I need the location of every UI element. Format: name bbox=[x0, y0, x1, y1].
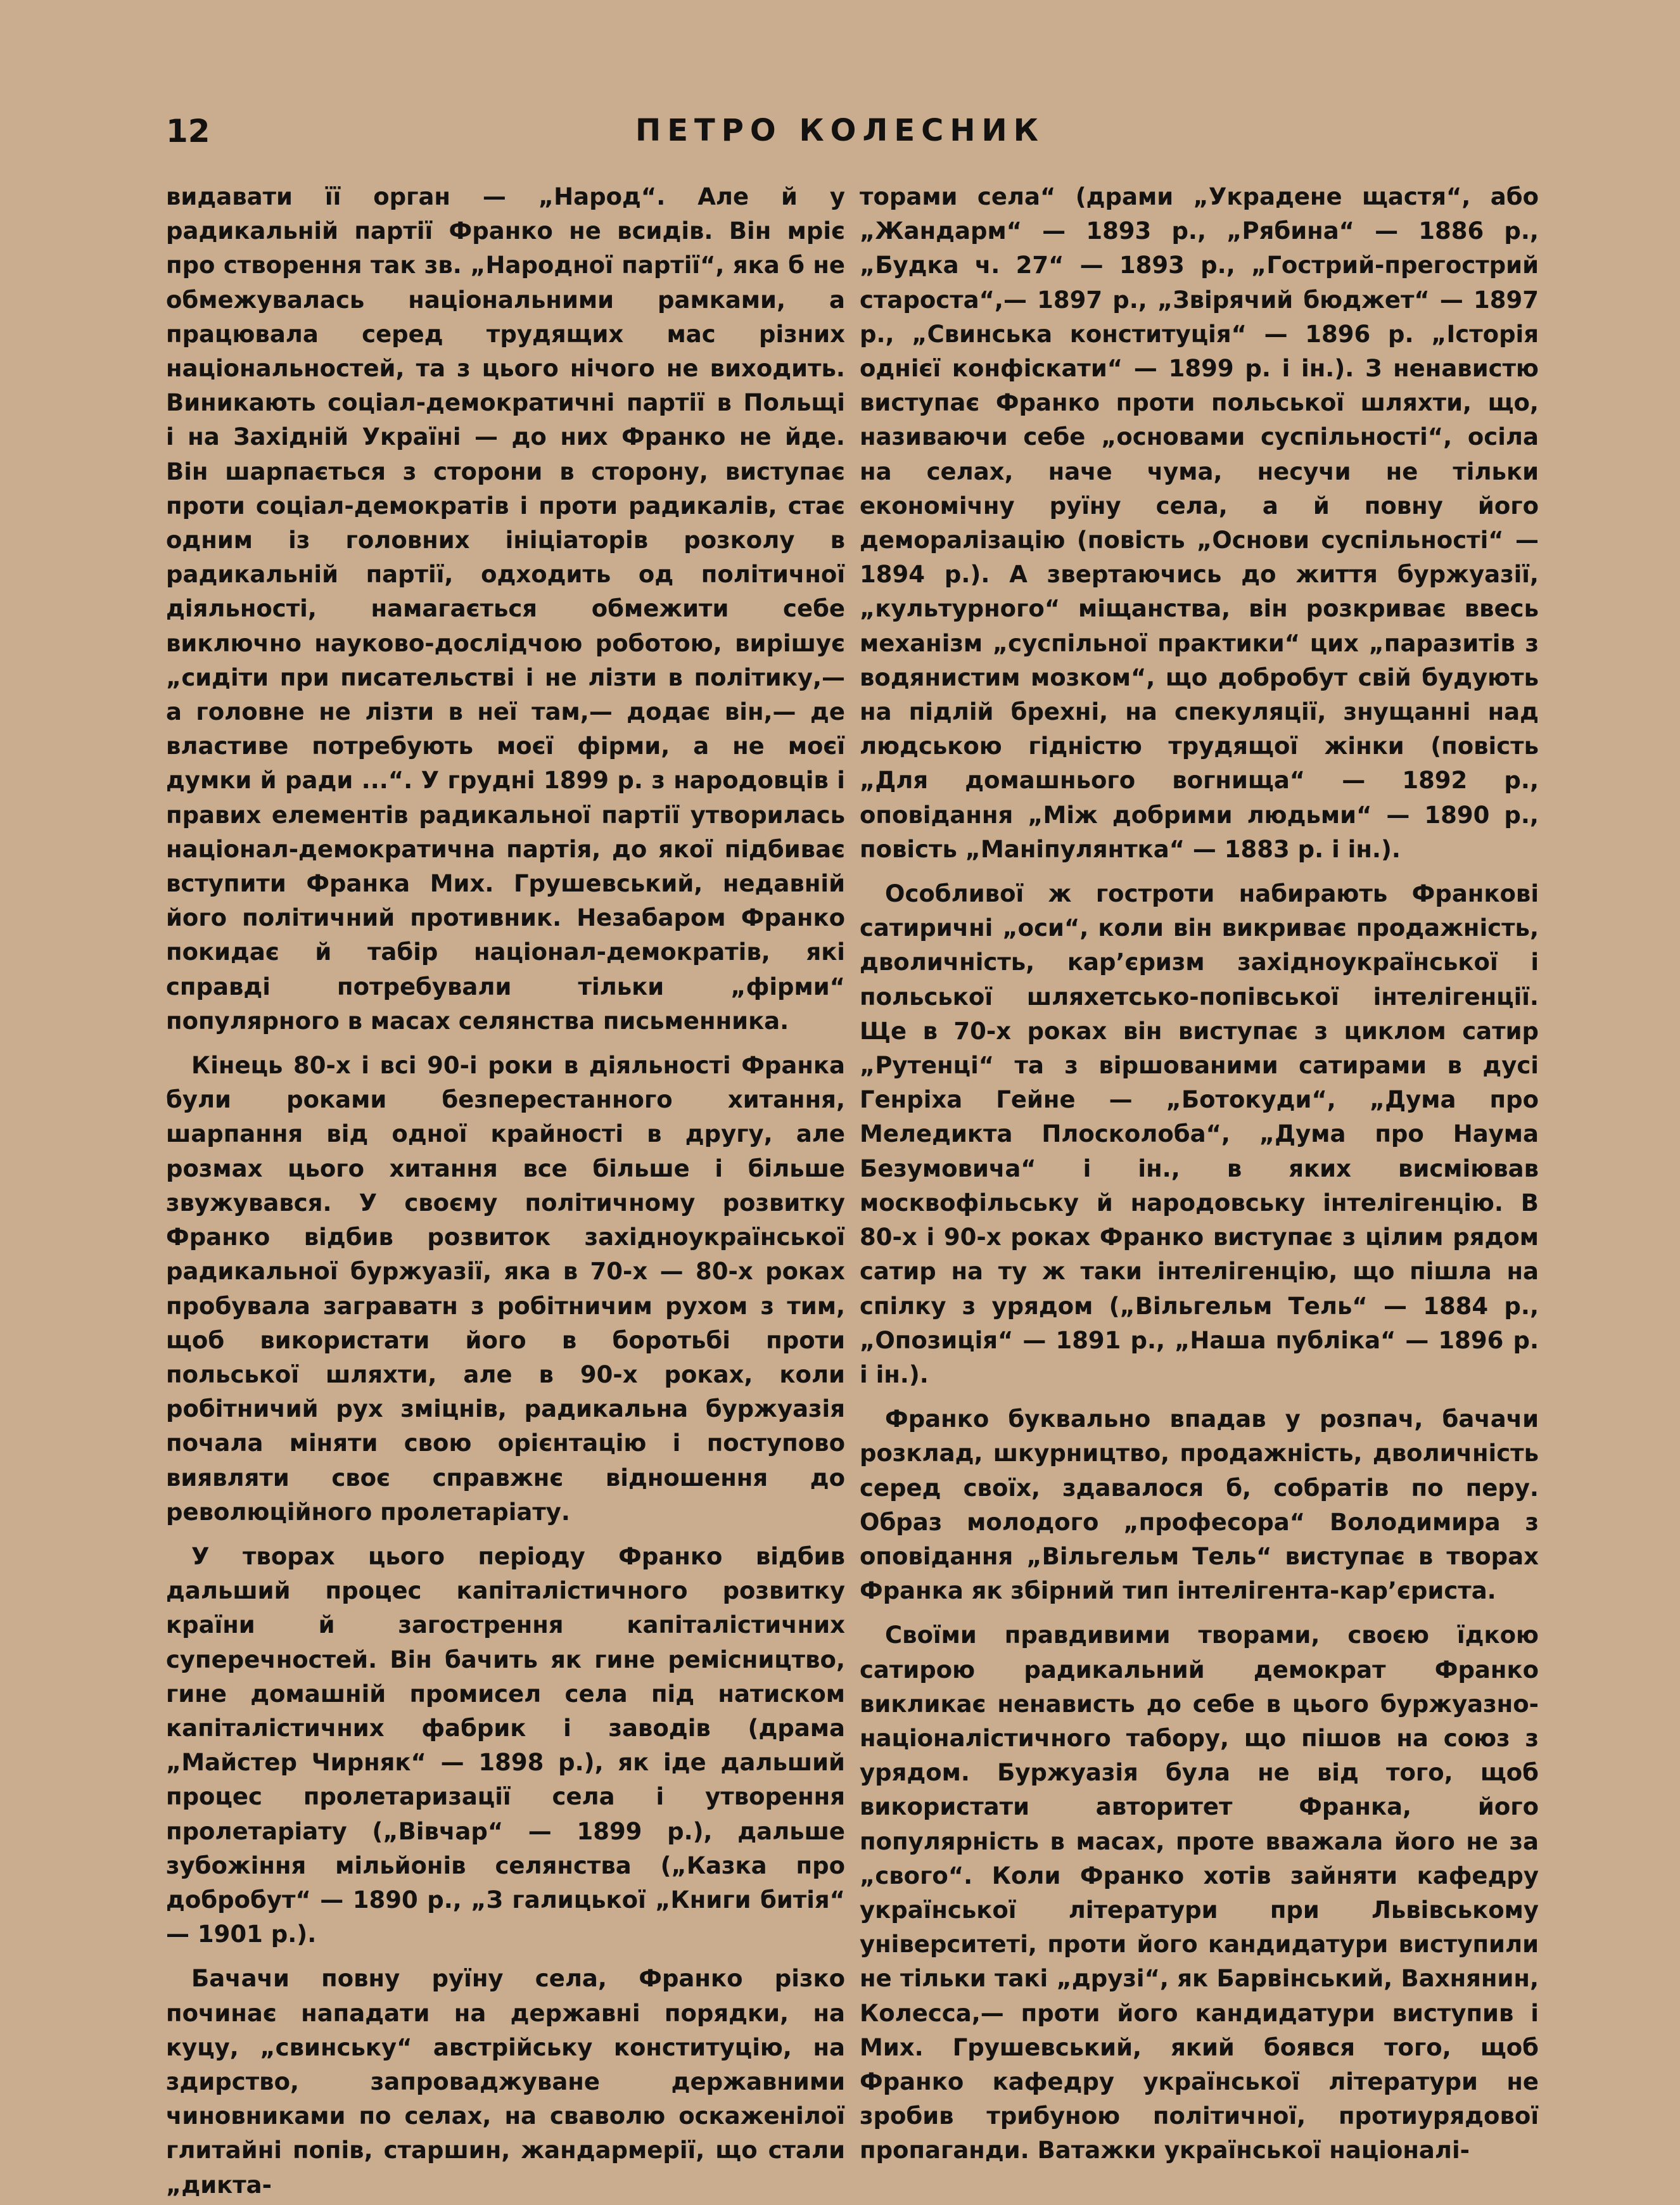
right-column bbox=[860, 180, 1539, 2164]
running-title: ПЕТРО КОЛЕСНИК bbox=[635, 113, 1045, 148]
paragraph: видавати її орган — „Народ“. Але й у радикальній партії Франко не всидів. Він мріє про створення так зв. „Народної партії“, яка б не обмежувалась національними рамками, а працювала серед трудящих мас різних національностей, та з цього нічого не виходить. Виникають соціал-демократичні партії в Польщі і на Західній Україні — до них Франко не йде. Він шарпається з сторони в сторону, виступає проти соціал-демократів і проти радикалів, стає одним із головних ініціаторів розколу в радикальній партії, одходить од політичної діяльності, намагається обмежити себе виключно науково-дослідчою роботою, вирішує „сидіти при писательстві і не лізти в політику,— а головне не лізти в неї там,— додає він,— де властиве потребують моєї фірми, а не моєї думки й ради ...“. У грудні 1899 р. з народовців і правих елементів радикальної партії утворилась націонал-демократична партія, до якої підбиває вступити Франка Мих. Грушевський, недавній його політичний противник. Незабаром Франко покидає й табір націонал-демократів, які справді потребували тільки „фірми“ популярного в масах селянства письменника. bbox=[166, 183, 845, 1035]
paragraph: У творах цього періоду Франко відбив дальший процес капіталістичного розвитку країни й загострення капіталістичних суперечностей. Він бачить як гине ремісництво, гине домашній промисел села під натиском капіталістичних фабрик і заводів (драма „Майстер Чирняк“ — 1898 р.), як іде дальший процес пролетаризації села і утворення пролетаріату („Вівчар“ — 1899 р.), дальше зубожіння мільйонів селянства („Казка про добробут“ — 1890 р., „З галицької „Книги битія“ — 1901 р.). bbox=[166, 1542, 845, 1948]
paragraph: Особливої ж гостроти набирають Франкові сатиричні „оси“, коли він викриває продажність, дволичність, кар’єризм західноукраїнської і польської шляхетсько-попівської інтелігенції. Ще в 70-х роках він виступає з циклом сатир „Рутенці“ та з віршованими сатирами в дусі Генріха Гейне — „Ботокуди“, „Дума про Меледикта Плосколоба“, „Дума про Наума Безумовича“ і ін., в яких висміював москвофільську й народовську інтелігенцію. В 80-х і 90-х роках Франко виступає з цілим рядом сатир на ту ж таки інтелігенцію, що пішла на спілку з урядом („Вільгельм Тель“ — 1884 р., „Опозиція“ — 1891 р., „Наша публіка“ — 1896 р. і ін.). bbox=[860, 880, 1539, 1388]
paragraph: Кінець 80-х і всі 90-і роки в діяльності Франка були роками безперестанного хитання, шарпання від одної крайності в другу, але розмах цього хитання все більше і більше звужувався. У своєму політичному розвитку Франко відбив розвиток західноукраїнської радикальної буржуазії, яка в 70-х — 80-х роках пробувала заграватн з робітничим рухом з тим, щоб використати його в боротьбі проти польської шляхти, але в 90-х роках, коли робітничий рух зміцнів, радикальна буржуазія почала міняти свою орієнтацію і поступово виявляти своє справжнє відношення до революційного пролетаріату. bbox=[166, 1052, 845, 1526]
left-column bbox=[166, 180, 845, 2199]
paragraph: торами села“ (драми „Украдене щастя“, або „Жандарм“ — 1893 р., „Рябина“ — 1886 р., „Будка ч. 27“ — 1893 р., „Гострий-прегострий староста“,— 1897 р., „Звірячий бюджет“ — 1897 р., „Свинська конституція“ — 1896 р. „Історія однієї конфіскати“ — 1899 р. і ін.). З ненавистю виступає Франко проти польської шляхти, що, називаючи себе „основами суспільності“, осіла на селах, наче чума, несучи не тільки економічну руїну села, а й повну його деморалізацію (повість „Основи суспільності“ — 1894 р.). А звертаючись до життя буржуазії, „культурного“ міщанства, він розкриває ввесь механізм „суспільної практики“ цих „паразитів з водянистим мозком“, що добробут свій будують на підлій брехні, на спекуляції, знущанні над людською гідністю трудящої жінки (повість „Для домашнього вогнища“ — 1892 р., оповідання „Між добрими людьми“ — 1890 р., повість „Маніпулянтка“ — 1883 р. і ін.). bbox=[860, 183, 1539, 863]
paragraph: Франко буквально впадав у розпач, бачачи розклад, шкурництво, продажність, дволичність серед своїх, здавалося б, собратів по перу. Образ молодого „професора“ Володимира з оповідання „Вільгельм Тель“ виступає в творах Франка як збірний тип інтелігента-кар’єриста. bbox=[860, 1405, 1539, 1605]
paragraph: Бачачи повну руїну села, Франко різко починає нападати на державні порядки, на куцу, „свинську“ австрійську конституцію, на здирство, запроваджуване державними чиновниками по селах, на сваволю оскаженілої глитайні попів, старшин, жандармерії, що стали „дикта- bbox=[166, 1965, 845, 2199]
page-number: 12 bbox=[166, 113, 210, 150]
paragraph: Своїми правдивими творами, своєю їдкою сатирою радикальний демократ Франко викликає ненависть до себе в цього буржуазно-націоналістичного табору, що пішов на союз з урядом. Буржуазія була не від того, щоб використати авторитет Франка, його популярність в масах, проте вважала його не за „свого“. Коли Франко хотів зайняти кафедру української літератури при Львівському університеті, проти його кандидатури виступили не тільки такі „друзі“, як Барвінський, Вахнянин, Колесса,— проти його кандидатури виступив і Мих. Грушевський, який боявся того, щоб Франко кафедру української літератури не зробив трибуною політичної, протиурядової пропаганди. Ватажки української націоналі- bbox=[860, 1621, 1539, 2164]
